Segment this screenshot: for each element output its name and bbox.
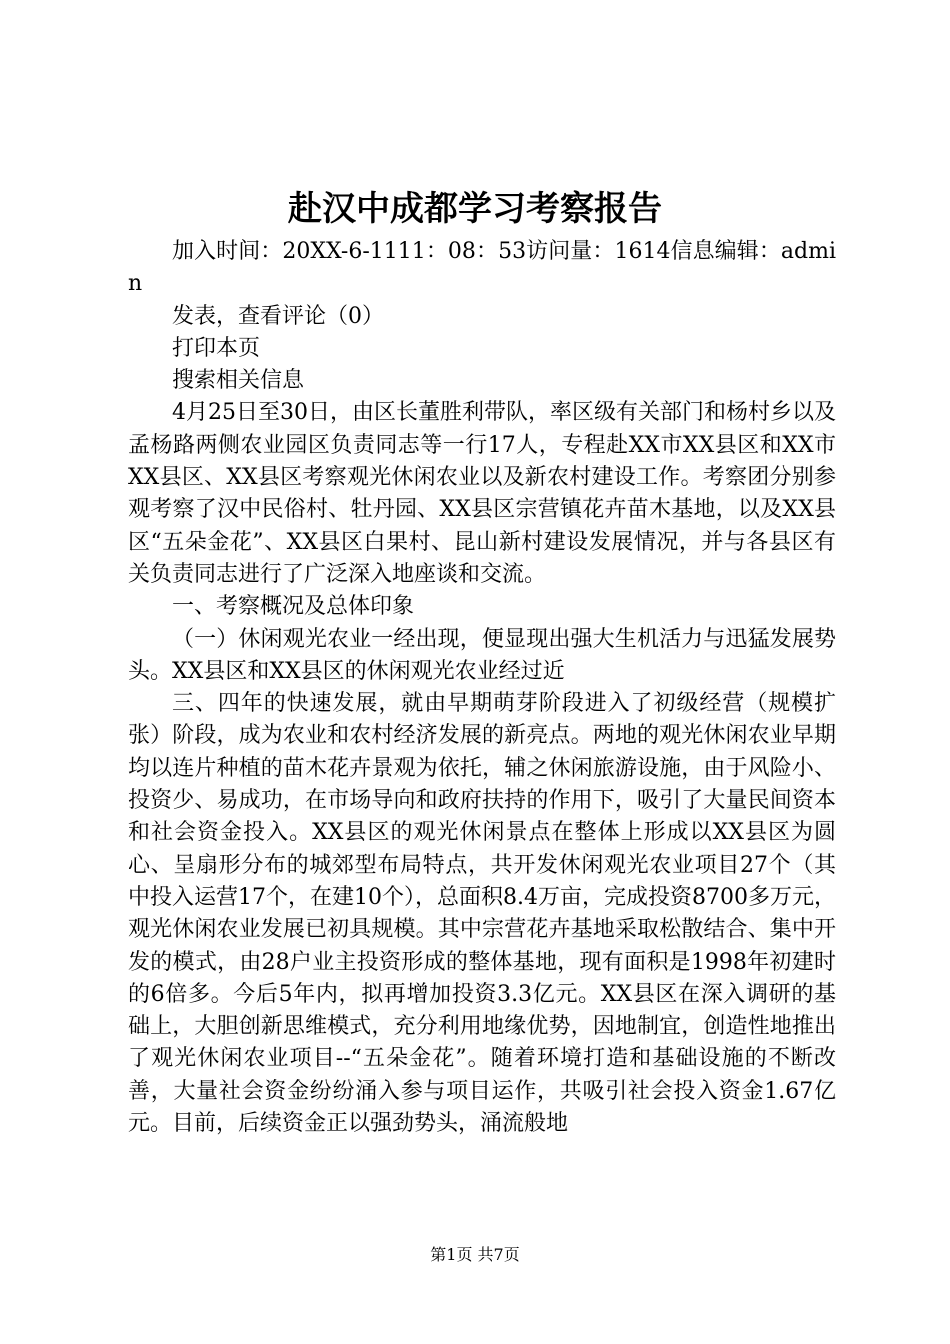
comment-link: 发表，查看评论（0）: [172, 303, 384, 329]
page-footer: 第1页 共7页: [430, 1245, 520, 1264]
print-link: 打印本页: [172, 335, 261, 361]
body-paragraph: 三、四年的快速发展，就由早期萌芽阶段进入了初级经营（规模扩张）阶段，成为农业和农村经济发展的新亮点。两地的观光休闲农业早期均以连片种植的苗木花卉景观为依托，辅之休闲旅游设施，由于风险小、投资少、易成功，在市场导向和政府扶持的作用下，吸引了大量民间资本和社会资金投入。XX县区的观光休闲景点在整体上形成以XX县区为圆心、呈扇形分布的城郊型布局特点，共开发休闲观光农业项目27个（其中投入运营17个，在建10个），总面积8.4万亩，完成投资8700多万元，观光休闲农业发展已初具规模。其中宗营花卉基地采取松散结合、集中开发的模式，由28户业主投资形成的整体基地，现有面积是1998年初建时的6倍多。今后5年内，拟再增加投资3.3亿元。XX县区在深入调研的基础上，大胆创新思维模式，充分利用地缘优势，因地制宜，创造性地推出了观光休闲农业项目--“五朵金花”。随着环境打造和基础设施的不断改善，大量社会资金纷纷涌入参与项目运作，共吸引社会投入资金1.67亿元。目前，后续资金正以强劲势头，涌流般地: [128, 691, 836, 1137]
section-heading: 一、考察概况及总体印象: [172, 594, 415, 620]
search-related-link: 搜索相关信息: [172, 368, 305, 394]
subsection-paragraph: （一）休闲观光农业一经出现，便显现出强大生机活力与迅猛发展势头。XX县区和XX县区的休闲观光农业经过近: [128, 626, 836, 684]
intro-paragraph: 4月25日至30日，由区长董胜利带队，率区级有关部门和杨村乡以及孟杨路两侧农业园区负责同志等一行17人，专程赴XX市XX县区和XX市XX县区、XX县区考察观光休闲农业以及新农村建设工作。考察团分别参观考察了汉中民俗村、牡丹园、XX县区宗营镇花卉苗木基地，以及XX县区“五朵金花”、XX县区白果村、昆山新村建设发展情况，并与各县区有关负责同志进行了广泛深入地座谈和交流。: [128, 400, 836, 587]
document-title: 赴汉中成都学习考察报告: [288, 189, 662, 229]
document-body: [128, 236, 836, 1140]
meta-info-line: 加入时间：20XX-6-1111：08：53访问量：1614信息编辑：admin: [128, 239, 836, 297]
